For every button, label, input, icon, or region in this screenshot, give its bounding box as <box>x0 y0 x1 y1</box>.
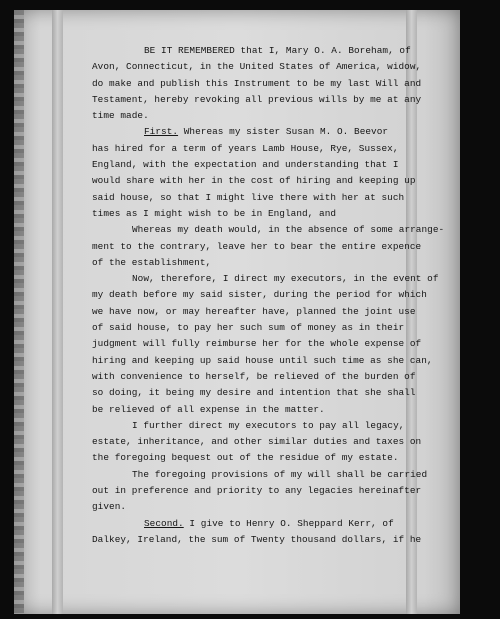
text-line: time made. <box>92 110 149 122</box>
text-line: Now, therefore, I direct my executors, in the event of <box>132 273 439 285</box>
text-line: times as I might wish to be in England, and <box>92 207 337 219</box>
text-line: Testament, hereby revoking all previous wills by me at any <box>92 93 422 105</box>
text-line: out in preference and priority to any legacies hereinafter <box>92 485 422 497</box>
text-line: judgment will fully reimburse her for the whole expense of <box>92 338 422 350</box>
text-line <box>92 124 422 140</box>
paragraph-whereas <box>92 222 445 271</box>
text-line: we have now, or may hereafter have, planned the joint use <box>92 305 416 317</box>
text-line: estate, inheritance, and other similar duties and taxes on <box>92 436 422 448</box>
text-line: do make and publish this Instrument to be my last Will and <box>92 77 422 89</box>
text-line: be relieved of all expense in the matter. <box>92 403 325 415</box>
text-fragment: Whereas my sister Susan M. O. Beevor <box>178 126 389 138</box>
paragraph-taxes <box>92 418 422 467</box>
paragraph-preamble <box>92 43 422 124</box>
text-line: has hired for a term of years Lamb House, Rye, Sussex, <box>92 142 399 154</box>
text-line: would share with her in the cost of hiring and keeping up <box>92 175 416 187</box>
document-page <box>14 10 460 614</box>
text-line: Avon, Connecticut, in the United States of America, widow, <box>92 61 422 73</box>
paragraph-now-therefore <box>92 271 439 418</box>
text-line: England, with the expectation and understanding that I <box>92 159 399 171</box>
text-line: given. <box>92 501 127 513</box>
text-line: BE IT REMEMBERED that I, Mary O. A. Boreham, of <box>144 45 411 56</box>
text-line: my death before my said sister, during the period for which <box>92 289 427 301</box>
text-line: so doing, it being my desire and intention that she shall <box>92 387 416 399</box>
text-line: The foregoing provisions of my will shall be carried <box>132 468 428 480</box>
text-line: with convenience to herself, be relieved of the burden of <box>92 370 416 382</box>
text-line: I further direct my executors to pay all legacy, <box>132 419 405 431</box>
text-line: Whereas my death would, in the absence of some arrange- <box>132 224 445 236</box>
paragraph-first <box>92 124 422 222</box>
paragraph-priority <box>92 467 428 516</box>
left-margin-stripe <box>52 10 63 614</box>
torn-left-edge <box>14 10 24 614</box>
text-line: of the establishment, <box>92 256 212 268</box>
text-line: said house, so that I might live there with her at such <box>92 191 405 203</box>
text-line: hiring and keeping up said house until such time as she can, <box>92 354 433 366</box>
section-heading-second: Second. <box>144 517 184 529</box>
text-fragment: I give to Henry O. Sheppard Kerr, of <box>183 517 394 529</box>
paragraph-second <box>92 516 422 549</box>
text-line: Dalkey, Ireland, the sum of Twenty thousand dollars, if he <box>92 533 422 545</box>
text-line <box>92 516 422 532</box>
text-line: the foregoing bequest out of the residue of my estate. <box>92 452 399 464</box>
text-line: ment to the contrary, leave her to bear the entire expence <box>92 240 422 252</box>
will-text <box>92 43 445 548</box>
text-line: of said house, to pay her such sum of money as in their <box>92 322 405 334</box>
section-heading-first: First. <box>144 126 179 138</box>
